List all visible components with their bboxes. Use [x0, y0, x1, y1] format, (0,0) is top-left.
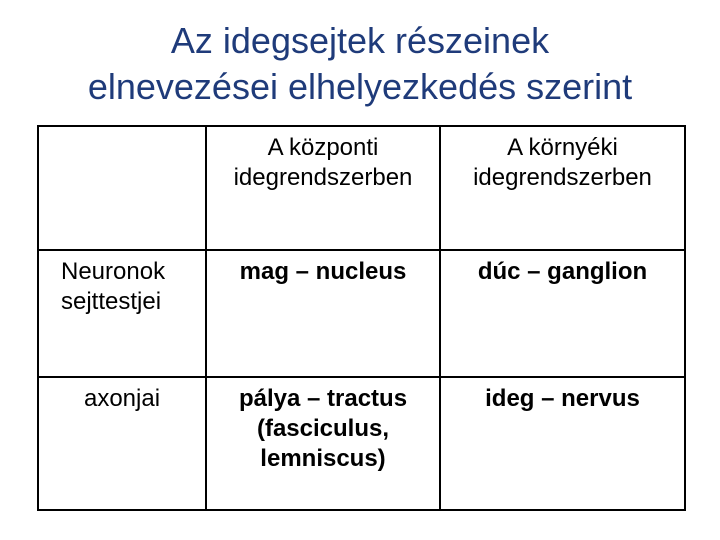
table-row — [38, 377, 685, 510]
header-central: A központi idegrendszerben — [206, 126, 440, 250]
row-label-axons: axonjai — [38, 377, 206, 510]
table-header-row — [38, 126, 685, 250]
row-label-cell-bodies: Neuronok sejttestjei — [38, 250, 206, 377]
central-cell-bodies-term: mag – nucleus — [206, 250, 440, 377]
title-line-2: elnevezései elhelyezkedés szerint — [87, 66, 633, 107]
title-line-1: Az idegsejtek részeinek — [170, 20, 550, 61]
comparison-table — [37, 125, 686, 511]
central-axons-term: pálya – tractus (fasciculus, lemniscus) — [206, 377, 440, 510]
empty-corner-cell — [38, 126, 206, 250]
peripheral-axons-term: ideg – nervus — [440, 377, 685, 510]
header-peripheral: A környéki idegrendszerben — [440, 126, 685, 250]
slide-title — [0, 18, 720, 110]
table-row — [38, 250, 685, 377]
peripheral-cell-bodies-term: dúc – ganglion — [440, 250, 685, 377]
